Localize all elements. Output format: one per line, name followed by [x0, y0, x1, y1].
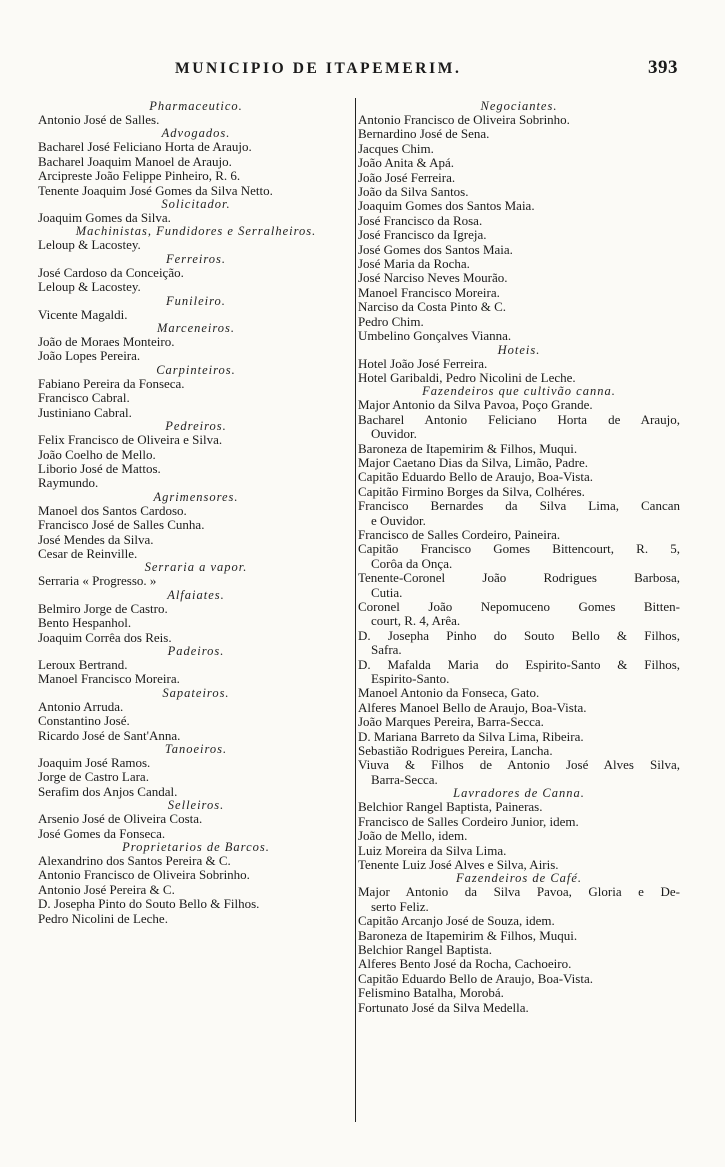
list-entry	[358, 800, 680, 814]
page-title: MUNICIPIO DE ITAPEMERIM.	[175, 60, 462, 77]
list-entry	[358, 413, 680, 442]
entry-continuation: Barra-Secca.	[371, 771, 438, 787]
list-entry: Arcipreste João Felippe Pinheiro, R. 6.	[38, 168, 241, 184]
page-header	[0, 57, 725, 84]
entry-line: José Maria da Rocha.	[358, 256, 470, 272]
section-heading: Fazendeiros de Café.	[455, 871, 583, 886]
section-heading: Funileiro.	[166, 293, 226, 308]
entry-line: João Anita & Apá.	[358, 155, 455, 171]
list-entry: Francisco Cabral.	[38, 390, 130, 406]
section-carpinteiros	[38, 364, 354, 420]
entry-line: Tenente-Coronel João Rodrigues Barbosa,	[358, 570, 680, 586]
section-heading: Solicitador.	[161, 197, 231, 212]
section-fazendeiros-que-cultivao-canna	[358, 385, 680, 787]
entry-line: Narciso da Costa Pinto & C.	[358, 299, 507, 315]
section-machinistas-fundidores-e-serralheiros	[38, 225, 354, 252]
entry-line: Alferes Manoel Bello de Araujo, Boa-Vista.	[358, 699, 587, 715]
list-entry: Joaquim Gomes da Silva.	[38, 210, 171, 226]
list-entry: João Lopes Pereira.	[38, 348, 141, 364]
list-entry	[358, 815, 680, 829]
list-entry	[358, 315, 680, 329]
entry-continuation: e Ouvidor.	[371, 512, 426, 528]
list-entry	[358, 686, 680, 700]
list-entry: Alexandrino dos Santos Pereira & C.	[38, 853, 231, 869]
list-entry: Leloup & Lacostey.	[38, 237, 141, 253]
list-entry: Raymundo.	[38, 475, 99, 491]
list-entry: Liborio José de Mattos.	[38, 460, 161, 476]
section-heading: Machinistas, Fundidores e Serralheiros.	[75, 224, 317, 239]
entry-line: Belchior Rangel Baptista, Paineras.	[358, 799, 543, 815]
list-entry: Antonio Arruda.	[38, 698, 124, 714]
entry-line: Hotel João José Ferreira.	[358, 355, 488, 371]
list-entry	[358, 629, 680, 658]
entry-continuation: court, R. 4, Arêa.	[371, 613, 461, 629]
entry-line: Joaquim Gomes dos Santos Maia.	[358, 198, 535, 214]
section-heading: Ferreiros.	[165, 251, 227, 266]
list-entry	[358, 972, 680, 986]
list-entry	[358, 156, 680, 170]
section-heading: Carpinteiros.	[156, 362, 236, 377]
entry-line: Capitão Eduardo Bello de Araujo, Boa-Vista.	[358, 970, 593, 986]
list-entry	[358, 715, 680, 729]
section-heading: Sapateiros.	[162, 685, 230, 700]
list-entry	[358, 271, 680, 285]
list-entry: Manoel Francisco Moreira.	[38, 671, 180, 687]
entry-line: Bacharel Antonio Feliciano Horta de Araujo,	[358, 411, 680, 427]
entry-line: Jacques Chim.	[358, 140, 434, 156]
list-entry	[358, 701, 680, 715]
list-entry: Constantino José.	[38, 713, 130, 729]
list-entry	[358, 914, 680, 928]
list-entry	[358, 758, 680, 787]
entry-line: Baroneza de Itapemirim & Filhos, Muqui.	[358, 927, 578, 943]
column-divider	[355, 98, 356, 1122]
list-entry: José Gomes da Fonseca.	[38, 825, 166, 841]
section-heading: Pharmaceutico.	[149, 99, 243, 113]
entry-line: João Marques Pereira, Barra-Secca.	[358, 714, 544, 730]
list-entry	[358, 357, 680, 371]
list-entry	[358, 300, 680, 314]
section-heading: Padeiros.	[167, 643, 225, 658]
left-column	[38, 100, 354, 926]
right-column	[358, 100, 680, 1015]
list-entry	[358, 470, 680, 484]
entry-line: Belchior Rangel Baptista.	[358, 941, 492, 957]
section-heading: Serraria a vapor.	[144, 560, 248, 575]
list-entry	[358, 499, 680, 528]
entry-continuation: Espirito-Santo.	[371, 671, 450, 687]
list-entry: Francisco José de Salles Cunha.	[38, 517, 205, 533]
list-entry: Serraria « Progresso. »	[38, 573, 157, 589]
list-entry: Arsenio José de Oliveira Costa.	[38, 811, 203, 827]
list-entry	[358, 243, 680, 257]
section-heading: Agrimensores.	[153, 489, 239, 504]
list-entry	[358, 398, 680, 412]
section-pedreiros	[38, 420, 354, 491]
section-agrimensores	[38, 491, 354, 562]
list-entry	[358, 113, 680, 127]
entry-line: Pedro Chim.	[358, 313, 424, 329]
list-entry: Serafim dos Anjos Candal.	[38, 783, 178, 799]
list-entry: João Coelho de Mello.	[38, 446, 156, 462]
entry-continuation: serto Feliz.	[371, 898, 429, 914]
entry-line: Viuva & Filhos de Antonio José Alves Silva,	[358, 757, 680, 773]
section-heading: Tanoeiros.	[164, 742, 228, 756]
list-entry	[358, 744, 680, 758]
section-marceneiros	[38, 322, 354, 364]
page-number: 393	[648, 57, 678, 78]
section-advogados	[38, 127, 354, 198]
entry-line: Tenente Luiz José Alves e Silva, Airis.	[358, 856, 559, 872]
list-entry	[358, 1001, 680, 1015]
entry-line: Major Caetano Dias da Silva, Limão, Padre.	[358, 454, 588, 470]
entry-continuation: Corôa da Onça.	[371, 555, 453, 571]
section-heading: Fazendeiros que cultivão canna.	[422, 384, 616, 399]
entry-line: José Francisco da Igreja.	[358, 227, 487, 243]
entry-line: Major Antonio da Silva Pavoa, Poço Grande.	[358, 397, 593, 413]
entry-line: João José Ferreira.	[358, 169, 456, 185]
entry-line: Capitão Firmino Borges da Silva, Colhéres.	[358, 483, 585, 499]
entry-line: D. Mafalda Maria do Espirito-Santo & Filhos,	[358, 656, 680, 672]
entry-line: Luiz Moreira da Silva Lima.	[358, 842, 507, 858]
list-entry: Bacharel Joaquim Manoel de Araujo.	[38, 153, 232, 169]
list-entry	[358, 329, 680, 343]
list-entry	[358, 485, 680, 499]
section-alfaiates	[38, 589, 354, 645]
list-entry: Leloup & Lacostey.	[38, 279, 141, 295]
list-entry: Antonio José de Salles.	[38, 112, 160, 127]
list-entry: Cesar de Reinville.	[38, 545, 138, 561]
entry-line: Francisco Bernardes da Silva Lima, Cancan	[358, 498, 680, 514]
list-entry: Antonio José Pereira & C.	[38, 881, 175, 897]
list-entry	[358, 929, 680, 943]
list-entry	[358, 658, 680, 687]
section-hoteis	[358, 344, 680, 386]
entry-line: Francisco de Salles Cordeiro, Paineira.	[358, 526, 561, 542]
list-entry	[358, 142, 680, 156]
list-entry: Felix Francisco de Oliveira e Silva.	[38, 432, 223, 448]
section-ferreiros	[38, 253, 354, 295]
list-entry: José Mendes da Silva.	[38, 531, 154, 547]
list-entry: Ricardo José de Sant'Anna.	[38, 727, 181, 743]
section-heading: Lavradores de Canna.	[453, 786, 585, 801]
list-entry	[358, 456, 680, 470]
list-entry: Bento Hespanhol.	[38, 615, 132, 631]
list-entry: Joaquim Corrêa dos Reis.	[38, 629, 172, 645]
entry-line: João de Mello, idem.	[358, 828, 468, 844]
list-entry	[358, 257, 680, 271]
section-fazendeiros-de-cafe	[358, 872, 680, 1015]
entry-line: Francisco de Salles Cordeiro Junior, idem.	[358, 813, 579, 829]
section-heading: Marceneiros.	[156, 321, 236, 336]
entry-line: Capitão Arcanjo José de Souza, idem.	[358, 913, 555, 929]
entry-line: José Narciso Neves Mourão.	[358, 270, 508, 286]
list-entry	[358, 571, 680, 600]
entry-line: João da Silva Santos.	[358, 184, 469, 200]
section-proprietarios-de-barcos	[38, 841, 354, 926]
list-entry	[358, 127, 680, 141]
entry-line: Hotel Garibaldi, Pedro Nicolini de Leche.	[358, 369, 576, 385]
list-entry: Antonio Francisco de Oliveira Sobrinho.	[38, 867, 250, 883]
entry-line: Baroneza de Itapemirim & Filhos, Muqui.	[358, 440, 578, 456]
list-entry: Vicente Magaldi.	[38, 306, 128, 322]
list-entry	[358, 858, 680, 872]
entry-line: José Gomes dos Santos Maia.	[358, 241, 513, 257]
list-entry: Joaquim José Ramos.	[38, 755, 151, 770]
entry-line: D. Josepha Pinho do Souto Bello & Filhos,	[358, 627, 680, 643]
list-entry	[358, 829, 680, 843]
section-solicitador	[38, 198, 354, 225]
section-heading: Advogados.	[161, 126, 231, 141]
section-padeiros	[38, 645, 354, 687]
list-entry: Jorge de Castro Lara.	[38, 769, 149, 785]
list-entry	[358, 185, 680, 199]
list-entry	[358, 442, 680, 456]
list-entry	[358, 286, 680, 300]
list-entry	[358, 730, 680, 744]
entry-line: Sebastião Rodrigues Pereira, Lancha.	[358, 743, 553, 759]
list-entry	[358, 171, 680, 185]
list-entry	[358, 600, 680, 629]
entry-line: José Francisco da Rosa.	[358, 212, 483, 228]
list-entry: Tenente Joaquim José Gomes da Silva Netto.	[38, 182, 273, 198]
entry-line: Antonio Francisco de Oliveira Sobrinho.	[358, 112, 570, 127]
list-entry: Bacharel José Feliciano Horta de Araujo.	[38, 139, 252, 155]
entry-continuation: Cutia.	[371, 584, 403, 600]
section-heading: Proprietarios de Barcos.	[122, 840, 270, 855]
list-entry	[358, 371, 680, 385]
list-entry: Pedro Nicolini de Leche.	[38, 910, 168, 926]
entry-line: Manoel Francisco Moreira.	[358, 284, 500, 300]
list-entry	[358, 943, 680, 957]
section-selleiros	[38, 799, 354, 841]
entry-line: Coronel João Nepomuceno Gomes Bitten-	[358, 599, 680, 614]
entry-line: Bernardino José de Sena.	[358, 126, 490, 142]
list-entry	[358, 986, 680, 1000]
section-heading: Negociantes.	[480, 99, 558, 113]
list-entry: Belmiro Jorge de Castro.	[38, 600, 168, 616]
list-entry	[358, 542, 680, 571]
section-heading: Selleiros.	[167, 798, 225, 813]
entry-continuation: Ouvidor.	[371, 426, 417, 442]
section-tanoeiros	[38, 743, 354, 799]
entry-line: Felismino Batalha, Morobá.	[358, 985, 504, 1001]
list-entry: João de Moraes Monteiro.	[38, 334, 175, 350]
list-entry	[358, 885, 680, 914]
list-entry: José Cardoso da Conceição.	[38, 264, 184, 280]
list-entry: D. Josepha Pinto do Souto Bello & Filhos.	[38, 896, 260, 912]
section-negociantes	[358, 100, 680, 344]
list-entry	[358, 214, 680, 228]
list-entry	[358, 528, 680, 542]
section-serraria-a-vapor	[38, 561, 354, 588]
entry-line: Capitão Eduardo Bello de Araujo, Boa-Vista.	[358, 469, 593, 485]
entry-line: Major Antonio da Silva Pavoa, Gloria e De-	[358, 884, 680, 900]
list-entry: Manoel dos Santos Cardoso.	[38, 502, 187, 518]
section-lavradores-de-canna	[358, 787, 680, 872]
list-entry: Justiniano Cabral.	[38, 404, 132, 420]
list-entry	[358, 844, 680, 858]
section-heading: Hoteis.	[497, 342, 541, 357]
section-pharmaceutico	[38, 100, 354, 127]
list-entry: Leroux Bertrand.	[38, 656, 128, 672]
list-entry	[358, 199, 680, 213]
entry-line: D. Mariana Barreto da Silva Lima, Ribeira.	[358, 728, 584, 744]
entry-line: Manoel Antonio da Fonseca, Gato.	[358, 685, 540, 701]
list-entry	[358, 228, 680, 242]
entry-line: Fortunato José da Silva Medella.	[358, 999, 529, 1015]
list-entry: Fabiano Pereira da Fonseca.	[38, 375, 185, 391]
entry-line: Umbelino Gonçalves Vianna.	[358, 328, 512, 344]
list-entry	[358, 957, 680, 971]
section-funileiro	[38, 295, 354, 322]
section-heading: Alfaiates.	[167, 587, 225, 602]
entry-continuation: Safra.	[371, 642, 402, 658]
entry-line: Capitão Francisco Gomes Bittencourt, R. 5,	[358, 541, 680, 557]
section-sapateiros	[38, 687, 354, 743]
entry-line: Alferes Bento José da Rocha, Cachoeiro.	[358, 956, 572, 972]
section-heading: Pedreiros.	[165, 419, 227, 434]
